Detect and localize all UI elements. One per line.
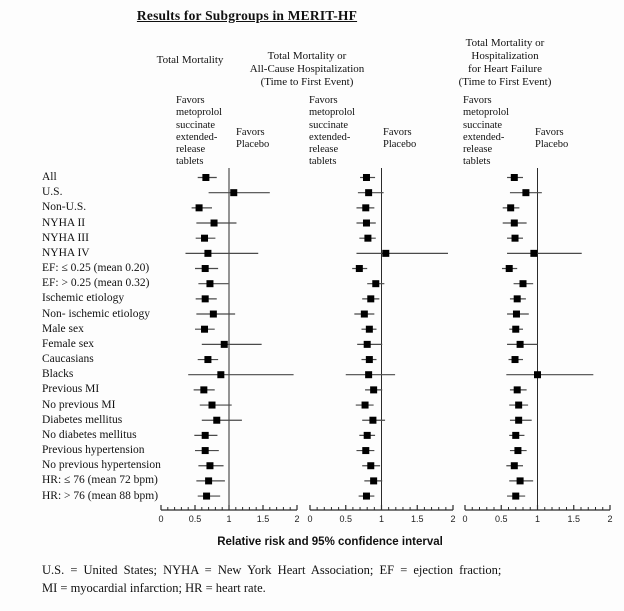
point-estimate-marker (522, 189, 529, 196)
x-axis-tick-label: 2 (450, 514, 456, 524)
point-estimate-marker (202, 174, 209, 181)
point-estimate-marker (367, 462, 374, 469)
point-estimate-marker (196, 204, 203, 211)
point-estimate-marker (356, 265, 363, 272)
point-estimate-marker (364, 341, 371, 348)
subgroup-label: All (42, 171, 57, 183)
subgroup-label: EF: ≤ 0.25 (mean 0.20) (42, 262, 150, 275)
subgroup-label: Diabetes mellitus (42, 413, 123, 426)
panel-header-line: Total Mortality or (465, 37, 545, 49)
favors-placebo-line: Favors (383, 127, 412, 138)
subgroup-label: Ischemic etiology (42, 292, 125, 305)
footnote-line-2: MI = myocardial infarction; HR = heart rate. (42, 581, 266, 595)
point-estimate-marker (204, 250, 211, 257)
point-estimate-marker (512, 493, 519, 500)
favors-treatment-line: metoprolol (309, 107, 356, 119)
point-estimate-marker (511, 462, 518, 469)
favors-placebo-line: Placebo (383, 139, 417, 151)
favors-treatment-line: tablets (463, 156, 491, 168)
point-estimate-marker (203, 493, 210, 500)
x-axis-tick-label: 2 (607, 514, 613, 524)
favors-treatment-line: metoprolol (463, 107, 510, 119)
favors-placebo-line: Favors (236, 127, 265, 138)
point-estimate-marker (365, 189, 372, 196)
favors-treatment-line: extended- (309, 131, 351, 143)
panel-header-line: (Time to First Event) (458, 76, 552, 88)
point-estimate-marker (364, 235, 371, 242)
point-estimate-marker (365, 371, 372, 378)
panel-header-line: Total Mortality or (267, 50, 347, 62)
point-estimate-marker (513, 311, 520, 318)
subgroup-label: Non- ischemic etiology (42, 307, 150, 320)
panel-header-line: Hospitalization (471, 50, 539, 62)
favors-treatment-line: release (309, 144, 339, 156)
x-axis-tick-label: 0 (307, 514, 313, 524)
point-estimate-marker (366, 356, 373, 363)
panel-header-line: for Heart Failure (468, 63, 542, 75)
point-estimate-marker (367, 295, 374, 302)
point-estimate-marker (363, 174, 370, 181)
point-estimate-marker (363, 220, 370, 227)
point-estimate-marker (372, 280, 379, 287)
point-estimate-marker (364, 432, 371, 439)
point-estimate-marker (517, 477, 524, 484)
favors-treatment-line: succinate (309, 119, 349, 131)
favors-treatment-line: Favors (176, 95, 205, 106)
favors-treatment-line: release (176, 144, 206, 156)
x-axis-tick-label: 1.5 (256, 514, 270, 524)
point-estimate-marker (205, 477, 212, 484)
x-axis-tick-label: 2 (294, 514, 300, 524)
point-estimate-marker (512, 356, 519, 363)
point-estimate-marker (217, 371, 224, 378)
footnote-line-1: U.S. = United States; NYHA = New York Heart Association; EF = ejection fraction; (42, 563, 502, 577)
point-estimate-marker (363, 493, 370, 500)
subgroup-label: No previous MI (42, 398, 116, 411)
favors-treatment-line: tablets (176, 156, 204, 168)
point-estimate-marker (517, 341, 524, 348)
point-estimate-marker (210, 311, 217, 318)
point-estimate-marker (369, 417, 376, 424)
point-estimate-marker (201, 235, 208, 242)
subgroup-label: Male sex (42, 322, 84, 335)
point-estimate-marker (515, 402, 522, 409)
point-estimate-marker (230, 189, 237, 196)
point-estimate-marker (370, 386, 377, 393)
point-estimate-marker (514, 295, 521, 302)
point-estimate-marker (200, 386, 207, 393)
point-estimate-marker (362, 402, 369, 409)
x-axis-tick-label: 0.5 (494, 514, 508, 524)
panel-header-line: Total Mortality (156, 54, 224, 66)
subgroup-label: Blacks (42, 368, 74, 381)
x-axis-tick-label: 1 (378, 514, 385, 524)
point-estimate-marker (382, 250, 389, 257)
point-estimate-marker (206, 462, 213, 469)
point-estimate-marker (511, 174, 518, 181)
subgroup-label: Female sex (42, 337, 95, 350)
subgroup-label: No diabetes mellitus (42, 428, 137, 441)
point-estimate-marker (202, 265, 209, 272)
point-estimate-marker (512, 235, 519, 242)
point-estimate-marker (511, 220, 518, 227)
favors-placebo-line: Favors (535, 127, 564, 138)
point-estimate-marker (204, 356, 211, 363)
subgroup-label: U.S. (42, 186, 63, 199)
favors-placebo-line: Placebo (535, 139, 569, 151)
favors-placebo-line: Placebo (236, 139, 270, 151)
subgroup-label: HR: > 76 (mean 88 bpm) (42, 489, 159, 502)
point-estimate-marker (512, 432, 519, 439)
point-estimate-marker (506, 265, 513, 272)
subgroup-label: Previous hypertension (42, 444, 145, 457)
subgroup-label: EF: > 0.25 (mean 0.32) (42, 277, 150, 290)
point-estimate-marker (202, 432, 209, 439)
x-axis-tick-label: 1 (226, 514, 232, 524)
point-estimate-marker (370, 477, 377, 484)
subgroup-label: Caucasians (42, 353, 94, 366)
point-estimate-marker (515, 417, 522, 424)
abbreviations-footnote (42, 561, 602, 597)
favors-treatment-line: release (463, 144, 493, 156)
x-axis-tick-label: 0 (158, 514, 164, 524)
point-estimate-marker (512, 326, 519, 333)
x-axis-tick-label: 1.5 (410, 514, 424, 524)
point-estimate-marker (362, 204, 369, 211)
point-estimate-marker (201, 326, 208, 333)
favors-treatment-line: succinate (176, 119, 216, 131)
x-axis-tick-label: 1 (534, 514, 541, 524)
point-estimate-marker (514, 386, 521, 393)
point-estimate-marker (530, 250, 537, 257)
subgroup-label: Previous MI (42, 383, 100, 396)
figure-title: Results for Subgroups in MERIT-HF (136, 8, 358, 23)
favors-treatment-line: succinate (463, 119, 503, 131)
point-estimate-marker (211, 220, 218, 227)
favors-treatment-line: metoprolol (176, 107, 223, 119)
point-estimate-marker (507, 204, 514, 211)
subgroup-label: NYHA IV (42, 246, 90, 259)
favors-treatment-line: Favors (309, 95, 338, 106)
x-axis-caption: Relative risk and 95% confidence interval (217, 536, 443, 548)
point-estimate-marker (514, 447, 521, 454)
favors-treatment-line: extended- (463, 131, 505, 143)
point-estimate-marker (534, 371, 541, 378)
x-axis-tick-label: 0.5 (339, 514, 353, 524)
point-estimate-marker (361, 311, 368, 318)
favors-treatment-line: extended- (176, 131, 218, 143)
subgroup-label: NYHA II (42, 216, 86, 229)
favors-treatment-line: Favors (463, 95, 492, 106)
point-estimate-marker (213, 417, 220, 424)
subgroup-label: No previous hypertension (42, 459, 161, 472)
point-estimate-marker (221, 341, 228, 348)
panel-header-line: All-Cause Hospitalization (249, 63, 365, 75)
panel-header-line: (Time to First Event) (260, 76, 354, 88)
subgroup-label: HR: ≤ 76 (mean 72 bpm) (42, 474, 158, 487)
point-estimate-marker (520, 280, 527, 287)
x-axis-tick-label: 1.5 (567, 514, 581, 524)
point-estimate-marker (206, 280, 213, 287)
point-estimate-marker (202, 447, 209, 454)
subgroup-label: NYHA III (42, 231, 89, 244)
subgroup-label: Non-U.S. (42, 201, 87, 214)
point-estimate-marker (209, 402, 216, 409)
x-axis-tick-label: 0.5 (188, 514, 202, 524)
point-estimate-marker (362, 447, 369, 454)
favors-treatment-line: tablets (309, 156, 337, 168)
point-estimate-marker (202, 295, 209, 302)
x-axis-tick-label: 0 (462, 514, 468, 524)
point-estimate-marker (366, 326, 373, 333)
